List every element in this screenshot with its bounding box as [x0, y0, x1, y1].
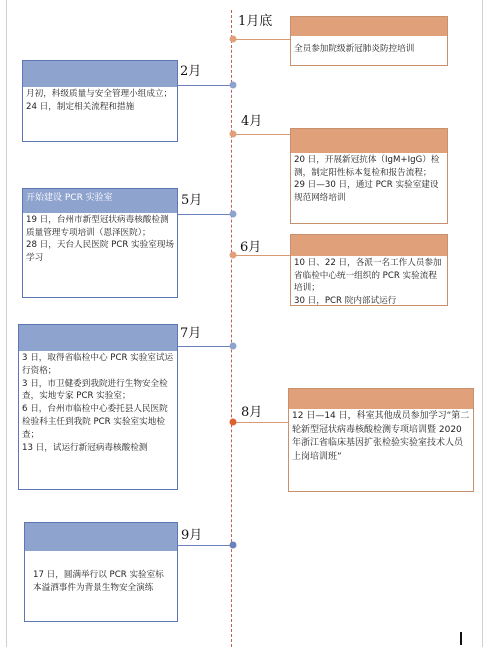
- event-card-jul: [18, 324, 178, 490]
- event-card-header: [25, 523, 177, 551]
- event-text: 28 日，天台人民医院 PCR 实验室现场学习: [26, 240, 175, 263]
- connector-sep: [178, 545, 233, 546]
- timeline-dot-jan: [230, 36, 237, 43]
- event-card-body: [291, 153, 447, 205]
- connector-jan: [234, 39, 290, 40]
- event-text: 24 日，制定相关流程和措施: [26, 101, 135, 112]
- event-card-may: [22, 188, 178, 298]
- event-card-header: [23, 61, 177, 87]
- event-text: 19 日，台州市新型冠状病毒核酸检测质量管理专项培训（恩泽医院）；: [26, 215, 169, 238]
- text-cursor: [460, 632, 462, 645]
- event-card-aug: [288, 388, 474, 492]
- connector-aug: [234, 422, 290, 423]
- timeline-axis: [231, 10, 232, 647]
- event-card-body: [25, 551, 177, 595]
- event-text: 17 日，圆满举行以 PCR 实验室标本溢洒事件为背景生物安全演练: [33, 570, 164, 593]
- timeline-dot-feb: [230, 82, 237, 89]
- event-text: 20 日，开展新冠抗体（IgM+IgG）检测，制定阳性标本复检和报告流程；: [294, 155, 440, 178]
- connector-may: [178, 214, 233, 215]
- event-card-header: [291, 17, 447, 36]
- page-frame-left: [6, 0, 7, 647]
- page-frame-right: [482, 0, 483, 647]
- event-text: 10 日、22 日，各派一名工作人员参加省临检中心统一组织的 PCR 实验流程培训；: [294, 258, 442, 294]
- event-card-body: [289, 409, 473, 465]
- event-text: 6 日，台州市临检中心委托县人民医院检验科主任到我院 PCR 实验室实地检查；: [22, 404, 168, 440]
- event-text: 3 日，市卫健委到我院进行生物安全检查，实地专家 PCR 实验室；: [22, 378, 168, 402]
- month-label-sep: 9月: [181, 528, 203, 543]
- timeline-dot-aug: [230, 419, 237, 426]
- month-label-jan: 1月底: [238, 14, 273, 29]
- month-label-apr: 4月: [241, 114, 263, 129]
- event-card-header: [291, 235, 447, 256]
- event-card-header: [289, 389, 473, 409]
- timeline-dot-jul: [230, 343, 237, 350]
- event-text: 全员参加院级新冠肺炎防控培训: [294, 44, 415, 54]
- month-label-jul: 7月: [180, 326, 202, 341]
- event-text: 13 日，试运行新冠病毒核酸检测: [22, 442, 148, 453]
- connector-jun: [234, 255, 290, 256]
- month-label-jun: 6月: [240, 240, 262, 255]
- connector-apr: [234, 134, 290, 135]
- event-card-header: [19, 325, 177, 351]
- event-card-body: [19, 351, 177, 455]
- event-text: 12 日—14 日，科室其他成员参加学习“第二轮新型冠状病毒核酸检测专项培训暨 2020 年浙江省临床基因扩张检验实验室技术人员上岗培训班”: [292, 411, 470, 462]
- event-text: 月初，科级质量与安全管理小组成立；: [26, 89, 173, 99]
- timeline-dot-may: [230, 211, 237, 218]
- event-card-body: [291, 256, 447, 308]
- event-card-body: [23, 213, 177, 265]
- event-card-header: [291, 129, 447, 153]
- event-card-sep: [24, 522, 178, 622]
- event-card-header: [23, 189, 177, 213]
- event-card-body: [23, 87, 177, 114]
- event-card-jun: [290, 234, 448, 306]
- event-text: 30 日，PCR 院内部试运行: [294, 295, 397, 306]
- connector-jul: [178, 346, 233, 347]
- month-label-may: 5月: [181, 193, 203, 208]
- event-card-apr: [290, 128, 448, 224]
- event-card-header-title: 开始建设 PCR 实验室: [26, 193, 113, 203]
- month-label-aug: 8月: [241, 405, 263, 420]
- event-card-body: [291, 36, 447, 57]
- event-card-feb: [22, 60, 178, 142]
- month-label-feb: 2月: [180, 64, 202, 79]
- timeline-dot-jun: [230, 252, 237, 259]
- event-text: 3 日，取得省临检中心 PCR 实验室试运行资格；: [22, 353, 174, 376]
- connector-feb: [178, 85, 233, 86]
- timeline-dot-apr: [230, 131, 237, 138]
- event-text: 29 日—30 日，通过 PCR 实验室建设规范网络培训: [294, 180, 439, 203]
- timeline-dot-sep: [230, 542, 237, 549]
- event-card-jan: [290, 16, 448, 66]
